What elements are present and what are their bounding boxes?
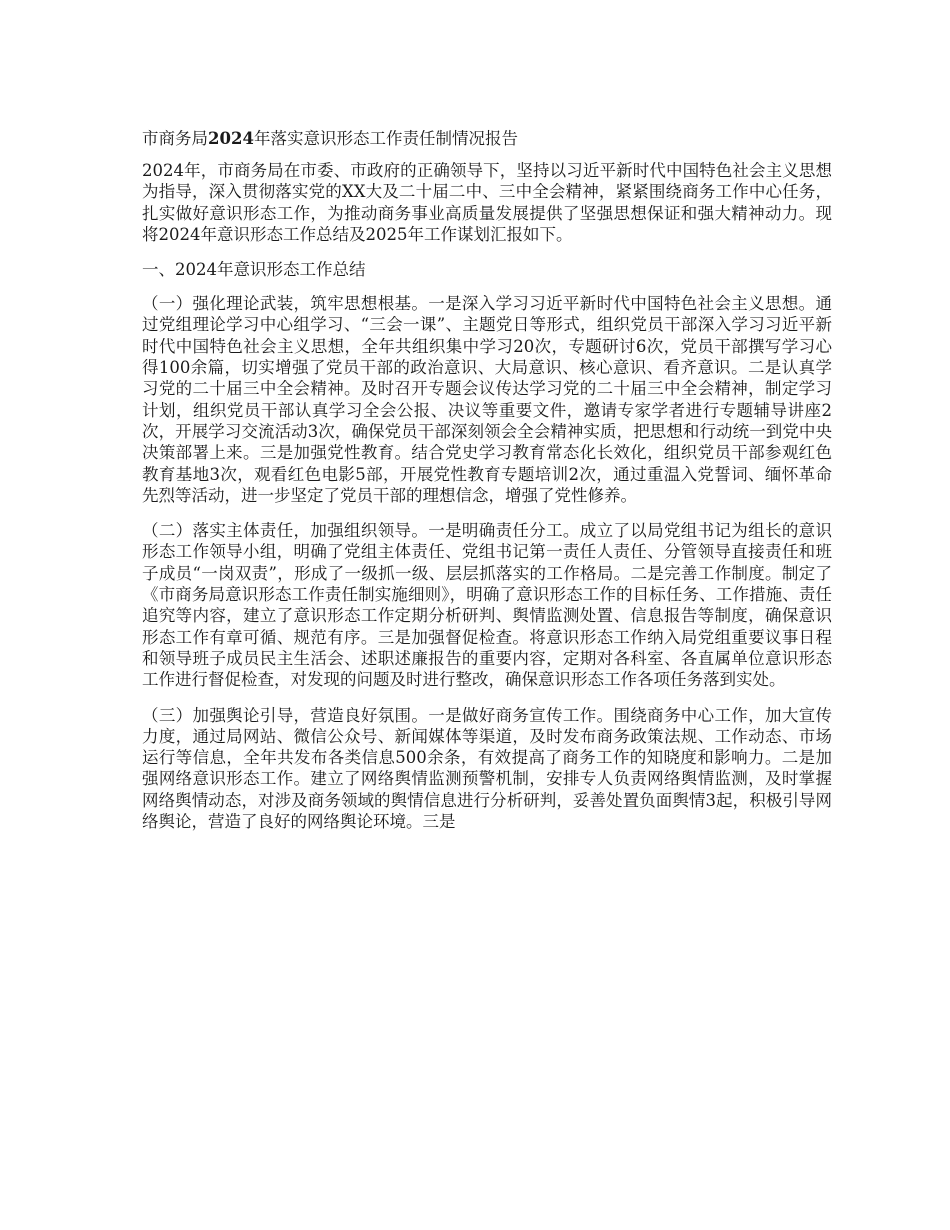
document-page (142, 128, 832, 846)
intro-paragraph: 2024年，市商务局在市委、市政府的正确领导下，坚持以习近平新时代中国特色社会主义思想为指导，深入贯彻落实党的XX大及二十届二中、三中全会精神，紧紧围绕商务工作中心任务，扎实做好意识形态工作，为推动商务事业高质量发展提供了坚强思想保证和强大精神动力。现将2024年意识形态工作总结及2025年工作谋划汇报如下。 (142, 161, 832, 244)
title-suffix: 年落实意识形态工作责任制情况报告 (253, 129, 518, 148)
document-title (142, 128, 832, 150)
paragraph-3: （三）加强舆论引导，营造良好氛围。一是做好商务宣传工作。围绕商务中心工作，加大宣传力度，通过局网站、微信公众号、新闻媒体等渠道，及时发布商务政策法规、工作动态、市场运行等信息，全年共发布各类信息500余条，有效提高了商务工作的知晓度和影响力。二是加强网络意识形态工作。建立了网络舆情监测预警机制，安排专人负责网络舆情监测，及时掌握网络舆情动态，对涉及商务领域的舆情信息进行分析研判，妥善处置负面舆情3起，积极引导网络舆论，营造了良好的网络舆论环境。三是 (142, 705, 832, 832)
paragraph-2: （二）落实主体责任，加强组织领导。一是明确责任分工。成立了以局党组书记为组长的意识形态工作领导小组，明确了党组主体责任、党组书记第一责任人责任、分管领导直接责任和班子成员“一岗双责”，形成了一级抓一级、层层抓落实的工作格局。二是完善工作制度。制定了《市商务局意识形态工作责任制实施细则》，明确了意识形态工作的目标任务、工作措施、责任追究等内容，建立了意识形态工作定期分析研判、舆情监测处置、信息报告等制度，确保意识形态工作有章可循、规范有序。三是加强督促检查。将意识形态工作纳入局党组重要议事日程和领导班子成员民主生活会、述职述廉报告的重要内容，定期对各科室、各直属单位意识形态工作进行督促检查，对发现的问题及时进行整改，确保意识形态工作各项任务落到实处。 (142, 521, 832, 690)
paragraph-1: （一）强化理论武装，筑牢思想根基。一是深入学习习近平新时代中国特色社会主义思想。通过党组理论学习中心组学习、“三会一课”、主题党日等形式，组织党员干部深入学习习近平新时代中国特色社会主义思想，全年共组织集中学习20次，专题研讨6次，党员干部撰写学习心得100余篇，切实增强了党员干部的政治意识、大局意识、核心意识、看齐意识。二是认真学习党的二十届三中全会精神。及时召开专题会议传达学习党的二十届三中全会精神，制定学习计划，组织党员干部认真学习全会公报、决议等重要文件，邀请专家学者进行专题辅导讲座2次，开展学习交流活动3次，确保党员干部深刻领会全会精神实质，把思想和行动统一到党中央决策部署上来。三是加强党性教育。结合党史学习教育常态化长效化，组织党员干部参观红色教育基地3次，观看红色电影5部，开展党性教育专题培训2次，通过重温入党誓词、缅怀革命先烈等活动，进一步坚定了党员干部的理想信念，增强了党性修养。 (142, 294, 832, 505)
title-prefix: 市商务局 (142, 129, 208, 148)
section-heading: 一、2024年意识形态工作总结 (142, 260, 366, 280)
title-year: 2024 (208, 129, 254, 148)
